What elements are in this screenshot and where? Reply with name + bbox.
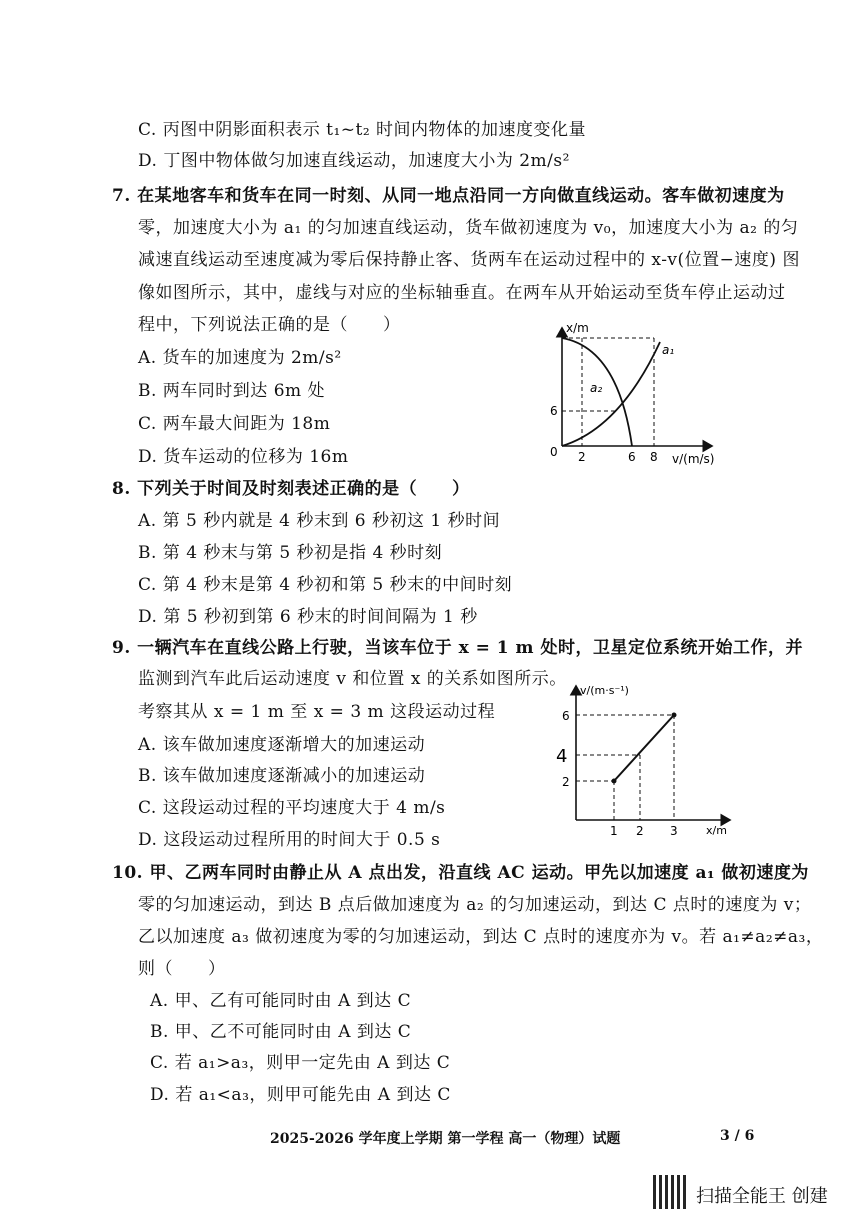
option-8b: B. 第 4 秒末与第 5 秒初是指 4 秒时刻 [138, 543, 443, 563]
option-10a: A. 甲、乙有可能同时由 A 到达 C [150, 991, 412, 1011]
option-8c: C. 第 4 秒末是第 4 秒初和第 5 秒末的中间时刻 [138, 575, 513, 595]
q7-y-tick-6: 6 [550, 404, 558, 418]
option-8d: D. 第 5 秒初到第 6 秒末的时间间隔为 1 秒 [138, 607, 478, 627]
q7-curve-a1 [562, 342, 660, 446]
option-7d: D. 货车运动的位移为 16m [138, 447, 349, 467]
option-9a: A. 该车做加速度逐渐增大的加速运动 [138, 735, 426, 755]
option-7c: C. 两车最大间距为 18m [138, 414, 331, 434]
option-8a: A. 第 5 秒内就是 4 秒末到 6 秒初这 1 秒时间 [138, 511, 501, 531]
scanner-watermark: 扫描全能王 创建 [696, 1186, 828, 1207]
q7-x-tick-2: 2 [578, 450, 586, 464]
q9-data-line [614, 715, 674, 781]
q9-x-label: x/m [706, 824, 727, 837]
qr-code-icon [653, 1175, 687, 1209]
option-10d: D. 若 a₁<a₃，则甲可能先由 A 到达 C [150, 1085, 451, 1105]
q7-y-label: x/m [566, 321, 589, 335]
option-10c: C. 若 a₁>a₃，则甲一定先由 A 到达 C [150, 1053, 451, 1073]
question-7-stem-2: 零，加速度大小为 a₁ 的匀加速直线运动，货车做初速度为 v₀，加速度大小为 a₂ 的匀 [138, 218, 799, 238]
option-7b: B. 两车同时到达 6m 处 [138, 381, 326, 401]
q7-x-label: v/(m/s) [672, 452, 715, 466]
figure-q7-xv-graph [540, 318, 720, 468]
question-10-stem-3: 乙以加速度 a₃ 做初速度为零的匀加速运动，到达 C 点时的速度亦为 v。若 a₁≠a₂≠a₃， [138, 927, 824, 947]
option-7a: A. 货车的加速度为 2m/s² [138, 348, 342, 368]
option-9c: C. 这段运动过程的平均速度大于 4 m/s [138, 798, 446, 818]
question-8-stem: 8. 下列关于时间及时刻表述正确的是（ ） [112, 479, 470, 499]
q7-x-tick-6: 6 [628, 450, 636, 464]
q9-x-tick-2: 2 [636, 824, 644, 838]
q9-y-tick-4: 4 [556, 746, 568, 767]
option-9b: B. 该车做加速度逐渐减小的加速运动 [138, 766, 426, 786]
q9-x-tick-3: 3 [670, 824, 678, 838]
q9-point-start [612, 779, 617, 784]
q7-origin: 0 [550, 445, 558, 459]
question-7-stem-5: 程中，下列说法正确的是（ ） [138, 315, 401, 335]
q9-y-tick-2: 2 [562, 775, 570, 789]
option-10b: B. 甲、乙不可能同时由 A 到达 C [150, 1022, 412, 1042]
question-10-stem-2: 零的匀加速运动，到达 B 点后做加速度为 a₂ 的匀加速运动，到达 C 点时的速度为 v； [138, 895, 812, 915]
q9-point-end [672, 713, 677, 718]
question-10-stem-4: 则（ ） [138, 959, 226, 979]
q7-curve-label-a2: a₂ [590, 381, 603, 395]
question-7-stem-3: 减速直线运动至速度减为零后保持静止客、货两车在运动过程中的 x-v(位置−速度) 图 [138, 250, 800, 270]
footer-exam-title: 2025-2026 学年度上学期 第一学程 高一（物理）试题 [270, 1131, 621, 1147]
footer-page-number: 3 / 6 [720, 1128, 755, 1144]
question-9-stem-2: 监测到汽车此后运动速度 v 和位置 x 的关系如图所示。 [138, 669, 567, 689]
question-9-stem-1: 9. 一辆汽车在直线公路上行驶，当该车位于 x = 1 m 处时，卫星定位系统开始工作，并 [112, 638, 803, 658]
question-9-stem-3: 考察其从 x = 1 m 至 x = 3 m 这段运动过程 [138, 702, 496, 722]
option-6d: D. 丁图中物体做匀加速直线运动，加速度大小为 2m/s² [138, 151, 570, 171]
question-7-stem-4: 像如图所示，其中，虚线与对应的坐标轴垂直。在两车从开始运动至货车停止运动过 [138, 283, 786, 303]
q9-y-label: v/(m·s⁻¹) [580, 684, 629, 697]
q9-x-tick-1: 1 [610, 824, 618, 838]
q7-x-tick-8: 8 [650, 450, 658, 464]
q7-curve-label-a1: a₁ [662, 343, 675, 357]
figure-q9-vx-graph [552, 680, 742, 840]
question-10-stem-1: 10. 甲、乙两车同时由静止从 A 点出发，沿直线 AC 运动。甲先以加速度 a₁ 做初速度为 [112, 863, 809, 883]
question-7-stem-1: 7. 在某地客车和货车在同一时刻、从同一地点沿同一方向做直线运动。客车做初速度为 [112, 186, 785, 206]
q9-y-tick-6: 6 [562, 709, 570, 723]
option-6c: C. 丙图中阴影面积表示 t₁~t₂ 时间内物体的加速度变化量 [138, 120, 587, 140]
option-9d: D. 这段运动过程所用的时间大于 0.5 s [138, 830, 441, 850]
